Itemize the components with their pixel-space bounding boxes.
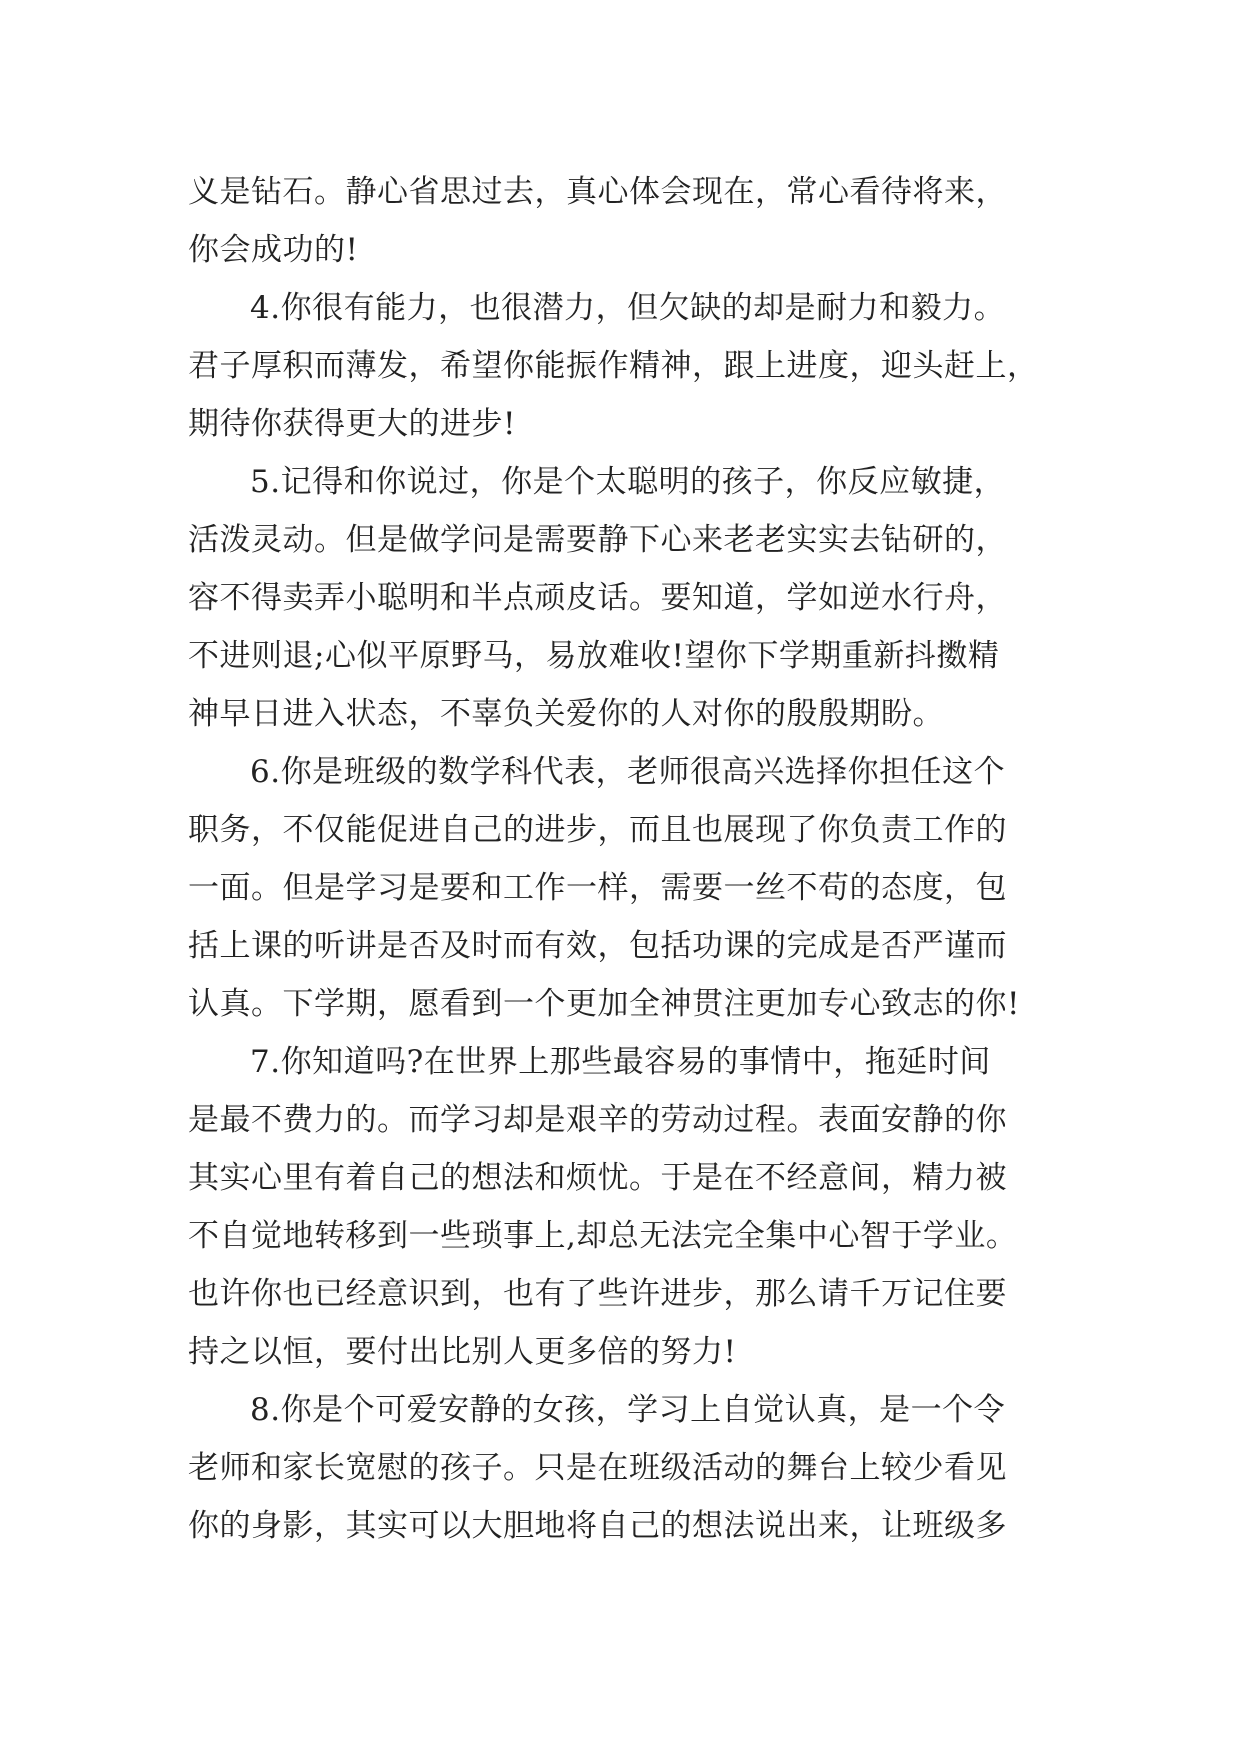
text-line: 括上课的听讲是否及时而有效，包括功课的完成是否严谨而 <box>188 928 1007 964</box>
text-line: 6.你是班级的数学科代表，老师很高兴选择你担任这个 <box>250 754 1006 790</box>
text-line: 你的身影，其实可以大胆地将自己的想法说出来，让班级多 <box>188 1508 1007 1544</box>
paragraph-7 <box>188 1033 1068 1381</box>
paragraph-6 <box>188 743 1068 1033</box>
text-line: 4.你很有能力，也很潜力，但欠缺的却是耐力和毅力。 <box>250 290 1006 326</box>
text-line: 老师和家长宽慰的孩子。只是在班级活动的舞台上较少看见 <box>188 1450 1007 1486</box>
paragraph-5 <box>188 453 1068 743</box>
document-body <box>188 163 1068 1555</box>
text-line: 一面。但是学习是要和工作一样，需要一丝不苟的态度，包 <box>188 870 1007 906</box>
text-line: 活泼灵动。但是做学问是需要静下心来老老实实去钻研的， <box>188 522 1007 558</box>
text-line: 你会成功的! <box>188 232 359 268</box>
text-line: 持之以恒，要付出比别人更多倍的努力! <box>188 1334 737 1370</box>
text-line: 容不得卖弄小聪明和半点顽皮话。要知道，学如逆水行舟， <box>188 580 1007 616</box>
text-line: 职务，不仅能促进自己的进步，而且也展现了你负责工作的 <box>188 812 1007 848</box>
text-line: 义是钻石。静心省思过去，真心体会现在，常心看待将来， <box>188 174 1007 210</box>
text-line: 8.你是个可爱安静的女孩，学习上自觉认真，是一个令 <box>250 1392 1006 1428</box>
text-line: 不自觉地转移到一些琐事上,却总无法完全集中心智于学业。 <box>188 1218 1018 1254</box>
text-line: 神早日进入状态，不辜负关爱你的人对你的殷殷期盼。 <box>188 696 944 732</box>
text-line: 其实心里有着自己的想法和烦忧。于是在不经意间，精力被 <box>188 1160 1007 1196</box>
text-line: 7.你知道吗?在世界上那些最容易的事情中，拖延时间 <box>250 1044 991 1080</box>
text-line: 期待你获得更大的进步! <box>188 406 516 442</box>
text-line: 不进则退;心似平原野马，易放难收!望你下学期重新抖擞精 <box>188 638 1000 674</box>
text-line: 也许你也已经意识到，也有了些许进步，那么请千万记住要 <box>188 1276 1007 1312</box>
paragraph-4 <box>188 279 1068 453</box>
text-line: 是最不费力的。而学习却是艰辛的劳动过程。表面安静的你 <box>188 1102 1007 1138</box>
paragraph-3-continued <box>188 163 1068 279</box>
text-line: 5.记得和你说过，你是个太聪明的孩子，你反应敏捷， <box>250 464 1006 500</box>
text-line: 君子厚积而薄发，希望你能振作精神，跟上进度，迎头赶上， <box>188 348 1039 384</box>
paragraph-8 <box>188 1381 1068 1555</box>
text-line: 认真。下学期，愿看到一个更加全神贯注更加专心致志的你! <box>188 986 1020 1022</box>
